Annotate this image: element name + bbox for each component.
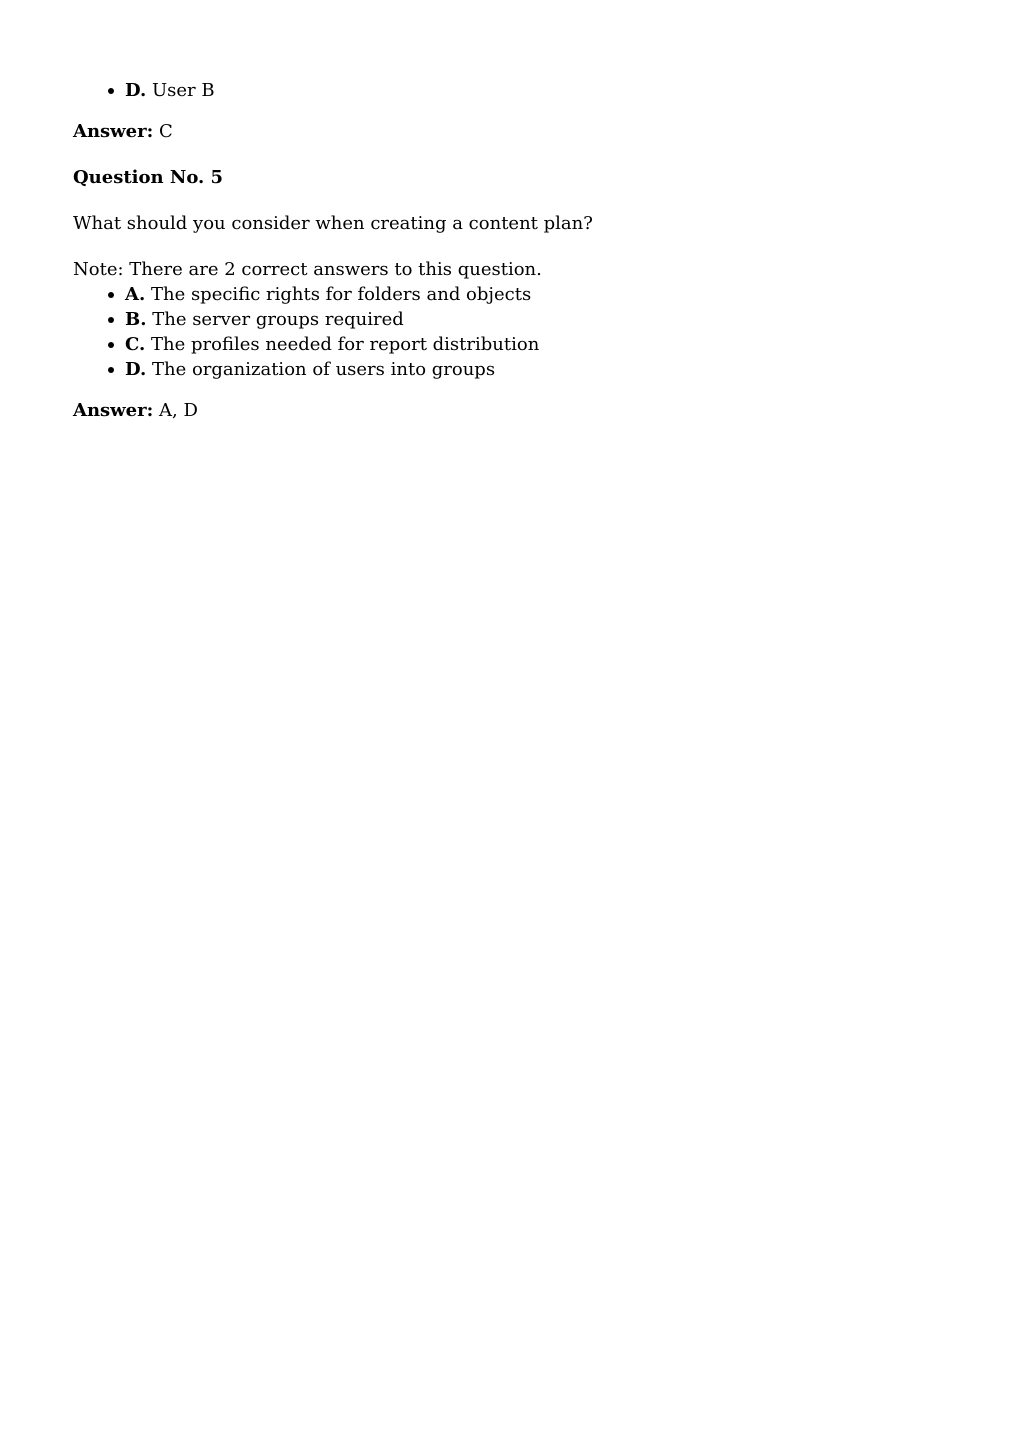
document-page — [73, 78, 953, 423]
question5-answer — [73, 398, 953, 423]
answer-label: Answer: — [73, 121, 154, 142]
answer-value: A, D — [159, 400, 198, 421]
option-d — [125, 78, 953, 103]
option-text: The server groups required — [152, 309, 404, 330]
bullet-icon — [108, 317, 114, 323]
prev-question-options — [73, 78, 953, 103]
option-letter: D. — [125, 359, 147, 380]
question-title: Question No. 5 — [73, 167, 224, 188]
bullet-icon — [108, 292, 114, 298]
option-d — [125, 357, 953, 382]
answer-value: C — [159, 121, 173, 142]
option-a — [125, 282, 953, 307]
option-letter: B. — [125, 309, 147, 330]
prev-answer — [73, 119, 953, 144]
bullet-icon — [108, 367, 114, 373]
option-c — [125, 332, 953, 357]
question-options — [73, 282, 953, 382]
option-letter: A. — [125, 284, 146, 305]
option-text: The profiles needed for report distribution — [151, 334, 540, 355]
option-text: The specific rights for folders and objects — [150, 284, 532, 305]
option-text: The organization of users into groups — [151, 359, 496, 380]
question-prompt: What should you consider when creating a content plan? — [73, 213, 593, 234]
option-b — [125, 307, 953, 332]
question-note: Note: There are 2 correct answers to this question. — [73, 259, 542, 280]
option-letter: C. — [125, 334, 146, 355]
option-text: User B — [151, 80, 215, 101]
bullet-icon — [108, 88, 114, 94]
bullet-icon — [108, 342, 114, 348]
answer-label: Answer: — [73, 400, 154, 421]
option-letter: D. — [125, 80, 147, 101]
